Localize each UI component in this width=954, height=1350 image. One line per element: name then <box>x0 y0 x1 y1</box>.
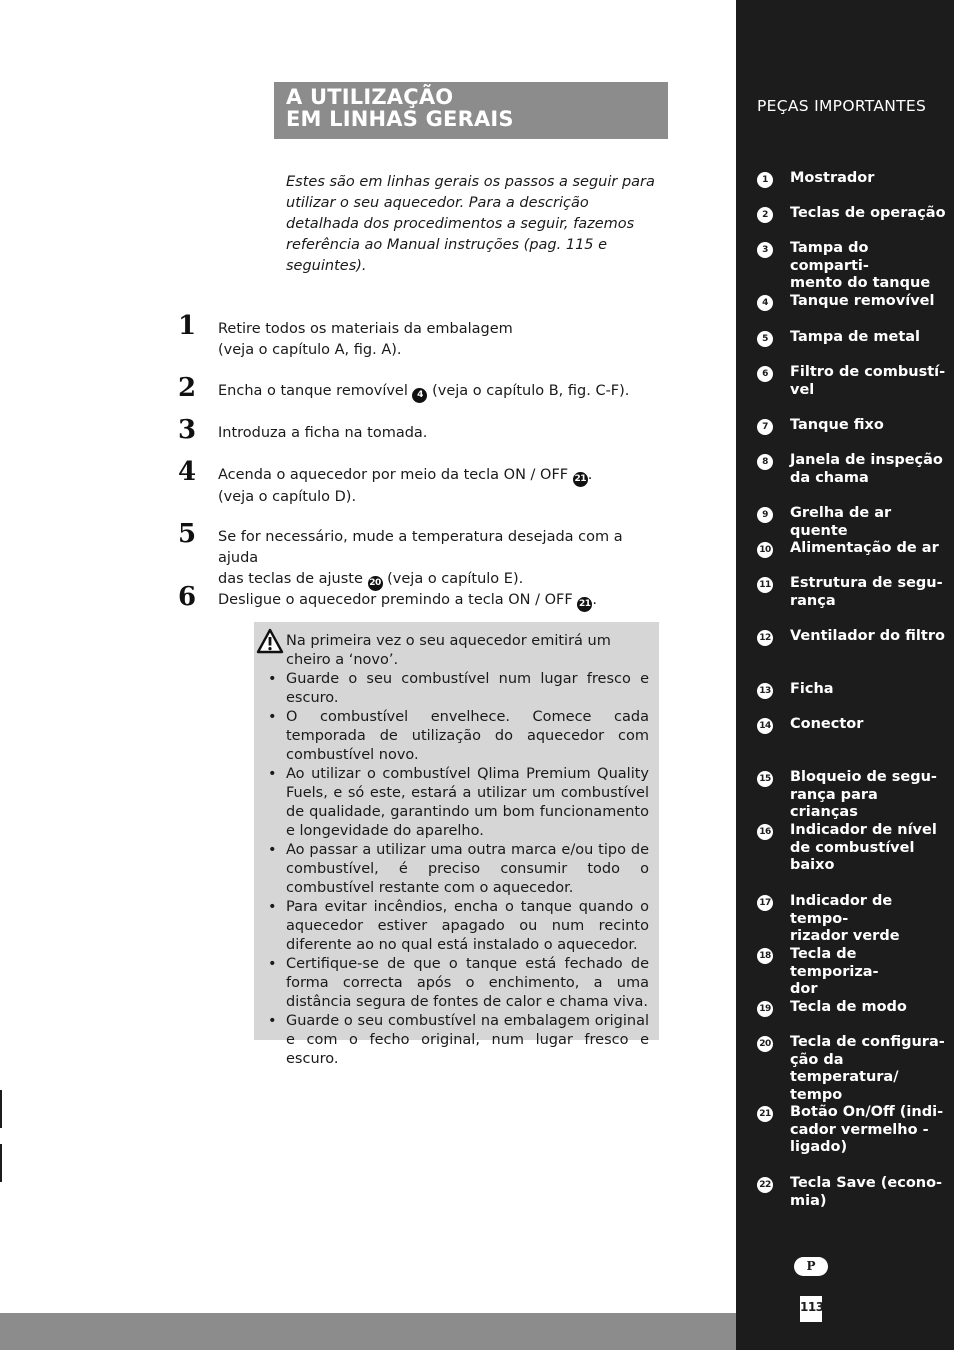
warning-item: • Guarde o seu combustível na embalagem original e com o fecho original, num lugar fresco e escuro. <box>268 1013 649 1067</box>
step-line: Acenda o aquecedor por meio da tecla ON / OFF <box>218 467 569 483</box>
step-line: (veja o capítulo D). <box>218 489 357 505</box>
section-title-box <box>274 82 668 139</box>
part-number-icon: 9 <box>757 507 773 523</box>
step-number: 5 <box>178 519 197 549</box>
part-label: Ficha <box>790 681 834 697</box>
part-label: Tanque fixo <box>790 417 884 433</box>
part-label: Botão On/Off (indi- cador vermelho - ligado) <box>790 1104 944 1155</box>
part-number-icon: 2 <box>757 207 773 223</box>
step-line: Se for necessário, mude a temperatura desejada com a ajuda <box>218 529 623 566</box>
part-label: Indicador de tempo- rizador verde <box>790 893 900 944</box>
part-ref-icon: 21 <box>577 597 592 612</box>
page-number: 113 <box>800 1296 822 1322</box>
warning-item: • Guarde o seu combustível num lugar fresco e escuro. <box>268 671 649 706</box>
part-number-icon: 8 <box>757 454 773 470</box>
part-label: Filtro de combustí- vel <box>790 364 946 398</box>
part-label: Tecla de temporiza- dor <box>790 946 879 997</box>
part-number-icon: 15 <box>757 771 773 787</box>
warning-triangle-icon <box>256 628 284 654</box>
part-number-icon: 5 <box>757 331 773 347</box>
part-label: Tampa do comparti- mento do tanque <box>790 240 931 291</box>
step-text <box>218 319 658 361</box>
part-number-icon: 19 <box>757 1001 773 1017</box>
part-number-icon: 18 <box>757 948 773 964</box>
warning-item: • Para evitar incêndios, encha o tanque quando o aquecedor estiver apagado ou num recinto diferente ao no qual está instalado o aquecedor. <box>268 899 649 953</box>
part-number-icon: 16 <box>757 824 773 840</box>
part-number-icon: 11 <box>757 577 773 593</box>
step-line: das teclas de ajuste <box>218 571 363 587</box>
step-line: (veja o capítulo A, fig. A). <box>218 342 402 358</box>
part-number-icon: 7 <box>757 419 773 435</box>
part-number-icon: 3 <box>757 242 773 258</box>
part-number-icon: 10 <box>757 542 773 558</box>
part-number-icon: 22 <box>757 1177 773 1193</box>
part-ref-icon: 21 <box>573 472 588 487</box>
part-number-icon: 4 <box>757 295 773 311</box>
step-number: 6 <box>178 582 197 612</box>
part-label: Conector <box>790 716 864 732</box>
warning-box <box>254 622 659 1067</box>
part-label: Tampa de metal <box>790 329 921 345</box>
part-number-icon: 12 <box>757 630 773 646</box>
step-line-end: (veja o capítulo B, fig. C-F). <box>432 383 630 399</box>
step-line-end: . <box>587 467 593 483</box>
warning-item: • O combustível envelhece. Comece cada temporada de utilização do aquecedor com combustível novo. <box>268 709 649 763</box>
warning-item: • Ao utilizar o combustível Qlima Premium Quality Fuels, e só este, estará a utilizar um combustível de qualidade, garantindo um bom funcionamento e longevidade do aparelho. <box>268 766 649 839</box>
warning-item: • Certifique-se de que o tanque está fechado de forma correcta após o enchimento, a uma distância segura de fontes de calor e chama viva. <box>268 956 649 1010</box>
part-number-icon: 14 <box>757 718 773 734</box>
step-line-end: . <box>592 592 597 608</box>
part-label: Bloqueio de segu- rança para crianças <box>790 769 937 820</box>
warning-list <box>266 670 649 1069</box>
part-label: Tanque removível <box>790 293 935 309</box>
part-number-icon: 6 <box>757 366 773 382</box>
step-number: 1 <box>178 311 197 341</box>
part-label: Grelha de ar quente <box>790 505 892 539</box>
step-number: 4 <box>178 457 197 487</box>
part-label: Ventilador do filtro <box>790 628 945 644</box>
step-line: Introduza a ficha na tomada. <box>218 425 428 441</box>
warning-intro: Na primeira vez o seu aquecedor emitirá um cheiro a ‘novo’. <box>286 633 611 668</box>
language-badge: P <box>794 1257 828 1276</box>
part-number-icon: 1 <box>757 172 773 188</box>
part-label: Tecla de configura- ção da temperatura/ tempo <box>790 1034 945 1103</box>
step-text <box>218 465 658 508</box>
parts-sidebar <box>736 0 954 1350</box>
step-number: 3 <box>178 415 197 445</box>
section-title-line-2: EM LINHAS GERAIS <box>286 107 514 131</box>
step-line: Encha o tanque removível <box>218 383 408 399</box>
part-label: Estrutura de segu- rança <box>790 575 943 609</box>
part-label: Indicador de nível de combustível baixo <box>790 822 937 873</box>
part-ref-icon: 4 <box>412 388 427 403</box>
step-line-end: (veja o capítulo E). <box>387 571 524 587</box>
intro-paragraph: Estes são em linhas gerais os passos a seguir para utilizar o seu aquecedor. Para a descrição detalhada dos procedimentos a seguir, fazemos referência ao Manual instruções (pag. 115 e seguintes). <box>286 174 655 274</box>
edge-mark <box>0 1144 2 1182</box>
edge-mark <box>0 1090 2 1128</box>
footer-bar <box>0 1313 736 1350</box>
part-ref-icon: 20 <box>368 576 383 591</box>
part-label: Tecla de modo <box>790 999 907 1015</box>
part-number-icon: 17 <box>757 895 773 911</box>
part-label: Alimentação de ar <box>790 540 939 556</box>
step-number: 2 <box>178 373 197 403</box>
part-label: Tecla Save (econo- mia) <box>790 1175 943 1209</box>
part-number-icon: 21 <box>757 1106 773 1122</box>
section-title-line-1: A UTILIZAÇÃO <box>286 85 454 109</box>
step-text <box>218 590 658 612</box>
part-label: Janela de inspeção da chama <box>790 452 943 486</box>
step-line: Desligue o aquecedor premindo a tecla ON / OFF <box>218 592 573 608</box>
part-number-icon: 20 <box>757 1036 773 1052</box>
part-label: Mostrador <box>790 170 875 186</box>
step-text <box>218 423 658 444</box>
warning-item: • Ao passar a utilizar uma outra marca e/ou tipo de combustível, é preciso consumir todo o combustível restante com o aquecedor. <box>268 842 649 896</box>
part-label: Teclas de operação <box>790 205 946 221</box>
step-text <box>218 527 658 591</box>
sidebar-heading: PEÇAS IMPORTANTES <box>757 97 927 115</box>
step-text <box>218 381 658 403</box>
part-number-icon: 13 <box>757 683 773 699</box>
step-line: Retire todos os materiais da embalagem <box>218 321 513 337</box>
